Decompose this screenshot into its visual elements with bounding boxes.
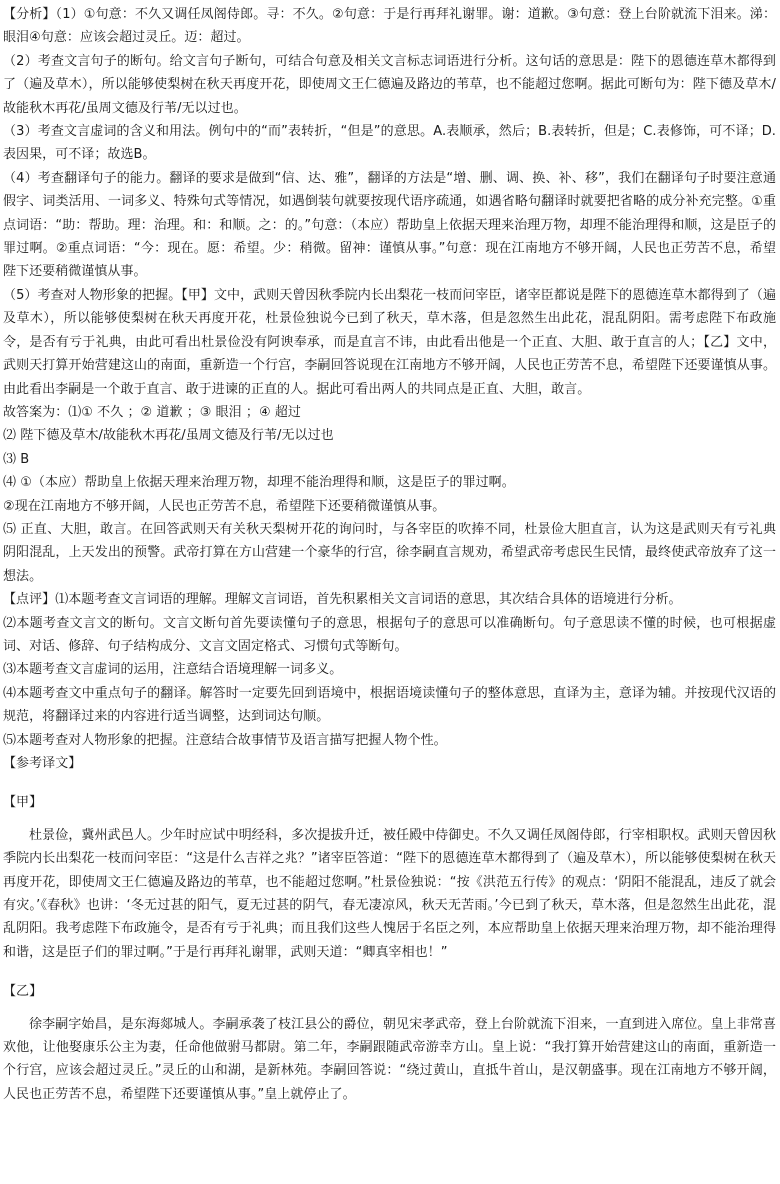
answer-line-4-2: ②现在江南地方不够开阔，人民也正劳苦不息，希望陛下还要稍微谨慎从事。	[3, 498, 446, 514]
answer-line-5: ⑸ 正直、大胆，敢言。在回答武则天有关秋天梨树开花的询问时，与各宰臣的吹捧不同，杜景俭大胆直言，认为这是武则天有亏礼典阴阳混乱，上天发出的预警。武帝打算在方山营建一个豪华的行宫，徐李嗣直言规劝，希望武帝考虑民生民情，最终使武帝放弃了这一想法。	[3, 521, 776, 584]
answer-line-4-1: ⑷ ①（本应）帮助皇上依据天理来治理万物，却理不能治理得和顺，这是臣子的罪过啊。	[3, 475, 515, 491]
comment-line-3: ⑶本题考查文言虚词的运用，注意结合语境理解一词多义。	[3, 662, 343, 678]
translation-jia-text: 杜景俭，冀州武邑人。少年时应试中明经科，多次提拔升迁，被任殿中侍御史。不久又调任凤阁侍郎，行宰相职权。武则天曾因秋季院内长出梨花一枝而问宰臣：“这是什么吉祥之兆？”诸宰臣答道：“陛下的恩德连草木都得到了（遍及草木），所以能够使梨树在秋天再度开花，即使周文王仁德遍及路边的苇草，也不能超过您啊。”杜景俭独说：“按《洪范五行传》的观点：‘阴阳不能混乱，违反了就会有灾。’《春秋》也讲：‘冬无过甚的阳气，夏无过甚的阴气，春无凄凉风，秋天无苦雨。’今已到了秋天，草木落，但是忽然生出此花，混乱阴阳。我考虑陛下布政施令，是否有亏于礼典；而且我们这些人愧居于名臣之列，本应帮助皇上依据天理来治理万物，却不能治理得和谐，这是臣子们的罪过啊。”于是行再拜礼谢罪，武则天道：“卿真宰相也！”	[3, 827, 776, 960]
translation-heading: 【参考译文】	[3, 756, 82, 771]
analysis-paragraph-5: （5）考查对人物形象的把握。【甲】文中，武则天曾因秋季院内长出梨花一枝而问宰臣，诸宰臣都说是陛下的恩德连草木都得到了（遍及草木），所以能够使梨树在秋天再度开花，杜景俭独说今已到了秋天，草木落，但是忽然生出此花，混乱阴阳。需考虑陛下布政施令，是否有亏于礼典，由此可看出杜景俭没有阿谀奉承，而是直言不讳，由此看出他是一个正直、大胆、敢于直言的人；【乙】文中，武则天打算开始营建这山的南面，重新造一个行宫，李嗣回答说现在江南地方不够开阔，人民也正劳苦不息，希望陛下还要谨慎从事。由此看出李嗣是一个敢于直言、敢于进谏的正直的人。据此可看出两人的共同点是正直、大胆，敢言。	[3, 287, 776, 397]
analysis-paragraph-4: （4）考查翻译句子的能力。翻译的要求是做到“信、达、雅”，翻译的方法是“增、删、调、换、补、移”，我们在翻译句子时要注意通假字、词类活用、一词多义、特殊句式等情况，如遇倒装句就要按现代语序疏通，如遇省略句翻译时就要把省略的成分补充完整。①重点词语：“助：帮助。理：治理。和：和顺。之：的。”句意：（本应）帮助皇上依据天理来治理万物，却理不能治理得和顺，这是臣子的罪过啊。②重点词语：“今：现在。愿：希望。少：稍微。留神：谨慎从事。”句意：现在江南地方不够开阔，人民也正劳苦不息，希望陛下还要稍微谨慎从事。	[3, 170, 776, 280]
answer-line-2: ⑵ 陛下德及草木/故能秋木再花/虽周文德及行苇/无以过也	[3, 428, 334, 444]
comment-line-4: ⑷本题考查文中重点句子的翻译。解答时一定要先回到语境中，根据语境读懂句子的整体意思，直译为主，意译为辅。并按现代汉语的规范，将翻译过来的内容进行适当调整，达到词达句顺。	[3, 685, 776, 725]
answer-line-3: ⑶ B	[3, 451, 30, 467]
comment-line-5: ⑸本题考查对人物形象的把握。注意结合故事情节及语言描写把握人物个性。	[3, 732, 447, 748]
translation-yi-text: 徐李嗣字始昌，是东海郯城人。李嗣承袭了枝江县公的爵位，朝见宋孝武帝，登上台阶就流下泪来，一直到进入席位。皇上非常喜欢他，让他娶康乐公主为妻，任命他做驸马都尉。第二年，李嗣跟随武帝游幸方山。皇上说：“我打算开始营建这山的南面，重新造一个行宫，应该会超过灵丘。”灵丘的山和湖，是新林苑。李嗣回答说：“绕过黄山，直抵牛首山，是汉朝盛事。现在江南地方不够开阔，人民也正劳苦不息，希望陛下还要谨慎从事。”皇上就停止了。	[3, 1016, 776, 1102]
comment-line-2: ⑵本题考查文言文的断句。文言文断句首先要读懂句子的意思，根据句子的意思可以准确断句。句子意思读不懂的时候，也可根据虚词、对话、修辞、句子结构成分、文言文固定格式、习惯句式等断句。	[3, 615, 776, 654]
translation-jia-label: 【甲】	[3, 795, 43, 811]
analysis-paragraph-2: （2）考查文言句子的断句。给文言句子断句，可结合句意及相关文言标志词语进行分析。这句话的意思是：陛下的恩德连草木都得到了（遍及草木），所以能够使梨树在秋天再度开花，即使周文王仁德遍及路边的苇草，也不能超过您啊。据此可断句为：陛下德及草木/故能秋木再花/虽周文德及行苇/无以过也。	[3, 53, 776, 116]
analysis-paragraph-3: （3）考查文言虚词的含义和用法。例句中的“而”表转折，“但是”的意思。A.表顺承，然后；B.表转折，但是；C.表修饰，可不译；D.表因果，可不译；故选B。	[3, 124, 776, 163]
answer-line-1: 故答案为：⑴① 不久 ；② 道歉 ；③ 眼泪 ；④ 超过	[3, 404, 301, 420]
translation-yi-label: 【乙】	[3, 984, 43, 1000]
comment-line-1: 【点评】⑴本题考查文言词语的理解。理解文言词语，首先积累相关文言词语的意思，其次结合具体的语境进行分析。	[3, 592, 682, 608]
analysis-paragraph-1: 【分析】（1）①句意：不久又调任凤阁侍郎。寻：不久。②句意：于是行再拜礼谢罪。谢：道歉。③句意：登上台阶就流下泪来。涕：眼泪④句意：应该会超过灵丘。迈：超过。	[3, 7, 776, 46]
